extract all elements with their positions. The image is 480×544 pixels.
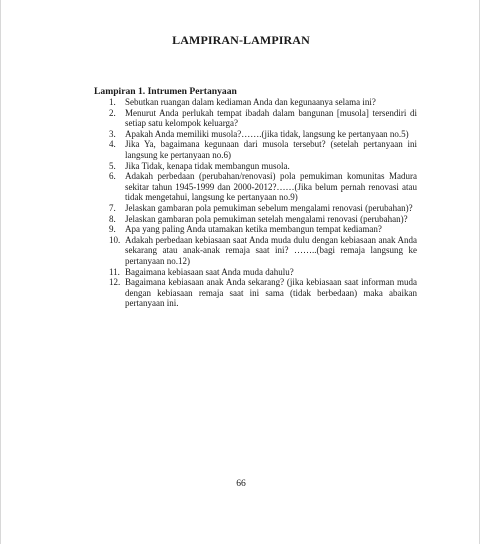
question-text: Bagaimana kebiasaan saat Anda muda dahulu? bbox=[125, 266, 294, 277]
question-item bbox=[109, 235, 417, 267]
question-item bbox=[109, 267, 417, 278]
question-text: Adakah perbedaan kebiasaan saat Anda muda dulu dengan kebiasaan anak Anda sekarang atau anak-anak remaja saat ini? ……..(bagi remaja langsung ke pertanyaan no.12) bbox=[125, 234, 417, 266]
question-number: 1. bbox=[109, 97, 116, 107]
question-number: 10. bbox=[109, 234, 121, 245]
question-text: Jika Tidak, kenapa tidak membangun musola. bbox=[125, 160, 290, 171]
question-number: 4. bbox=[109, 139, 116, 150]
question-number: 3. bbox=[109, 128, 116, 139]
question-number: 9. bbox=[109, 224, 116, 235]
question-item bbox=[109, 129, 417, 140]
question-item bbox=[109, 171, 417, 203]
question-item bbox=[109, 139, 417, 160]
question-item bbox=[109, 97, 417, 108]
question-number: 6. bbox=[109, 171, 116, 182]
question-text: Jelaskan gambaran pola pemukiman setelah mengalami renovasi (perubahan)? bbox=[125, 213, 408, 224]
question-number: 12. bbox=[109, 277, 121, 288]
question-item bbox=[109, 277, 417, 309]
question-text: Apakah Anda memiliki musola?…….(jika tidak, langsung ke pertanyaan no.5) bbox=[125, 128, 409, 139]
question-number: 11. bbox=[109, 266, 120, 277]
question-text: Bagaimana kebiasaan anak Anda sekarang? (jika kebiasaan saat informan muda dengan kebiasaan remaja saat ini sama (tidak berbedaan) maka abaikan pertanyaan ini. bbox=[125, 277, 417, 309]
question-text: Sebutkan ruangan dalam kediaman Anda dan kegunaanya selama ini? bbox=[125, 97, 376, 107]
question-text: Jelaskan gambaran pola pemukiman sebelum mengalami renovasi (perubahan)? bbox=[125, 202, 413, 213]
question-item bbox=[109, 203, 417, 214]
question-number: 7. bbox=[109, 202, 116, 213]
page-title: LAMPIRAN-LAMPIRAN bbox=[172, 33, 310, 47]
page-number: 66 bbox=[236, 478, 246, 489]
question-item bbox=[109, 161, 417, 172]
question-text: Apa yang paling Anda utamakan ketika membangun tempat kediaman? bbox=[125, 224, 382, 235]
question-text: Adakah perbedaan (perubahan/renovasi) pola pemukiman komunitas Madura sekitar tahun 1945-1999 dan 2000-2012?……(Jika belum pernah renovasi atau tidak mengetahui, langsung ke pertanyaan no.9) bbox=[125, 171, 417, 203]
question-item bbox=[109, 214, 417, 225]
question-item bbox=[109, 224, 417, 235]
question-number: 5. bbox=[109, 160, 116, 171]
question-item bbox=[109, 108, 417, 129]
question-text: Menurut Anda perlukah tempat ibadah dalam bangunan [musola] tersendiri di setiap satu kelompok keluarga? bbox=[125, 107, 417, 129]
question-text: Jika Ya, bagaimana kegunaan dari musola tersebut? (setelah pertanyaan ini langsung ke pertanyaan no.6) bbox=[125, 139, 417, 160]
question-list bbox=[109, 97, 417, 309]
question-number: 2. bbox=[109, 107, 116, 118]
question-number: 8. bbox=[109, 213, 116, 224]
section-heading: Lampiran 1. Intrumen Pertanyaan bbox=[94, 86, 237, 97]
